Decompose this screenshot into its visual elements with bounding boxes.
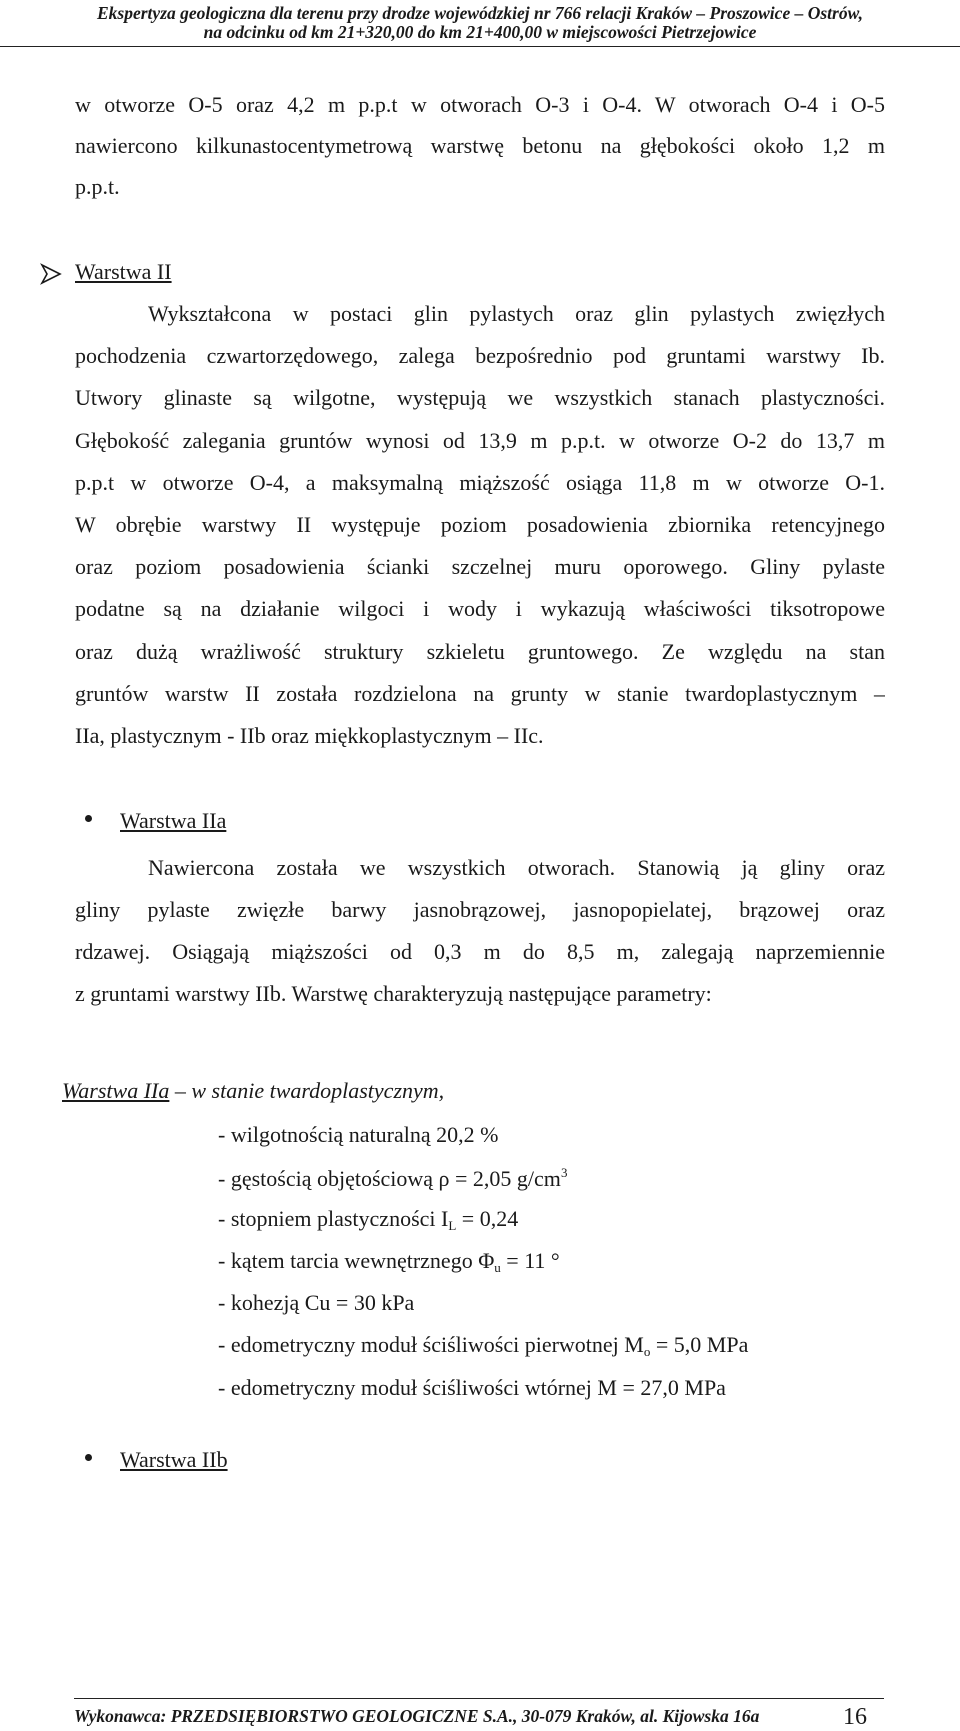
header-line-2: na odcinku od km 21+320,00 do km 21+400,00 w miejscowości Pietrzejowice [203,22,757,42]
warstwa-ii-line: podatne są na działanie wilgoci i wody i wykazują właściwości tiksotropowe [75,598,885,621]
params-title [62,1080,444,1102]
intro-line-1: w otworze O-5 oraz 4,2 m p.p.t w otworach O-3 i O-4. W otworach O-4 i O-5 [75,94,885,117]
intro-line-2: nawiercono kilkunastocentymetrową warstwę betonu na głębokości około 1,2 m [75,135,885,158]
param-primary-modulus [218,1334,748,1358]
warstwa-ii-line: W obrębie warstwy II występuje poziom posadowienia zbiornika retencyjnego [75,514,885,537]
warstwa-ii-line: oraz dużą wrażliwość struktury szkieletu gruntowego. Ze względu na stan [75,641,885,664]
intro-line-3: p.p.t. [75,174,120,199]
param-plasticity-value: = 0,24 [456,1206,519,1231]
header-rule [0,46,960,47]
param-density-text: - gęstością objętościową ρ = 2,05 g/cm [218,1166,561,1191]
section-heading-warstwa-iib: Warstwa IIb [120,1447,228,1472]
warstwa-ii-line: pochodzenia czwartorzędowego, zalega bezpośrednio pod gruntami warstwy Ib. [75,345,885,368]
footer-rule [74,1698,884,1699]
param-secondary-modulus: - edometryczny moduł ściśliwości wtórnej M = 27,0 MPa [218,1375,726,1400]
bullet-icon [85,815,92,822]
param-density [218,1166,567,1190]
param-primary-modulus-sub: o [643,1344,651,1359]
page-header [0,0,960,50]
warstwa-ii-line: p.p.t w otworze O-4, a maksymalną miąższość osiąga 11,8 m w otworze O-1. [75,472,885,495]
param-friction-sub: u [494,1260,501,1275]
warstwa-ii-line: Utwory glinaste są wilgotne, występują we wszystkich stanach plastyczności. [75,387,885,410]
param-plasticity-text: - stopniem plastyczności I [218,1206,449,1231]
param-plasticity [218,1208,518,1232]
warstwa-ii-line: Wykształcona w postaci glin pylastych oraz glin pylastych zwięzłych [148,303,885,326]
params-title-rest: – w stanie twardoplastycznym, [169,1078,445,1103]
param-friction-value: = 11 ° [500,1248,560,1273]
page-footer [0,1696,960,1731]
param-moisture: - wilgotnością naturalną 20,2 % [218,1122,499,1147]
warstwa-iia-line: gliny pylaste zwięzłe barwy jasnobrązowej, jasnopopielatej, brązowej oraz [75,899,885,922]
warstwa-ii-line: gruntów warstw II została rozdzielona na grunty w stanie twardoplastycznym – [75,683,885,706]
warstwa-ii-line: Głębokość zalegania gruntów wynosi od 13,9 m p.p.t. w otworze O-2 do 13,7 m [75,430,885,453]
params-title-underlined: Warstwa IIa [62,1078,170,1103]
param-plasticity-sub: L [448,1218,457,1233]
footer-contractor: Wykonawca: PRZEDSIĘBIORSTWO GEOLOGICZNE S.A., 30-079 Kraków, al. Kijowska 16a [74,1706,760,1726]
warstwa-iia-line: rdzawej. Osiągają miąższości od 0,3 m do 8,5 m, zalegają naprzemiennie [75,941,885,964]
arrow-bullet-icon [40,263,62,285]
bullet-icon [85,1454,92,1461]
param-friction-angle [218,1250,560,1274]
header-line-1: Ekspertyza geologiczna dla terenu przy drodze wojewódzkiej nr 766 relacji Kraków – Proszowice – Ostrów, [97,3,863,23]
param-friction-text: - kątem tarcia wewnętrznego Φ [218,1248,495,1273]
section-heading-warstwa-iia: Warstwa IIa [120,808,227,833]
section-heading-warstwa-ii: Warstwa II [75,259,172,284]
param-density-sup: 3 [560,1165,568,1180]
param-primary-modulus-text: - edometryczny moduł ściśliwości pierwotnej M [218,1332,644,1357]
param-cohesion: - kohezją Cu = 30 kPa [218,1290,415,1315]
warstwa-iia-line: z gruntami warstwy IIb. Warstwę charakteryzują następujące parametry: [75,981,712,1006]
warstwa-ii-line: IIa, plastycznym - IIb oraz miękkoplastycznym – IIc. [75,723,544,748]
page-number: 16 [843,1704,867,1730]
param-primary-modulus-value: = 5,0 MPa [650,1332,749,1357]
warstwa-iia-line: Nawiercona została we wszystkich otworach. Stanowią ją gliny oraz [148,857,885,880]
warstwa-ii-line: oraz poziom posadowienia ścianki szczelnej muru oporowego. Gliny pylaste [75,556,885,579]
